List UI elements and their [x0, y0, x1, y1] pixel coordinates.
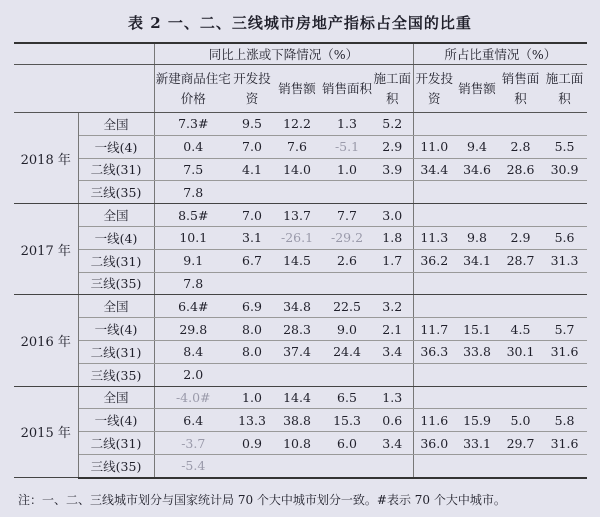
data-cell: 6.9 — [232, 295, 272, 318]
data-cell — [499, 454, 542, 477]
data-cell: 6.4# — [154, 295, 232, 318]
year-cell: 2017 年 — [14, 204, 78, 295]
data-cell: 37.4 — [272, 340, 322, 363]
row-label: 全国 — [78, 295, 154, 318]
data-cell: 13.7 — [272, 204, 322, 227]
data-cell: 3.2 — [372, 295, 413, 318]
data-cell: 1.7 — [372, 249, 413, 272]
table-row — [14, 409, 587, 432]
data-cell: 36.2 — [413, 249, 455, 272]
header-row-groups — [14, 43, 587, 65]
data-cell — [455, 386, 499, 409]
header-col: 开发投资 — [413, 65, 455, 113]
data-cell: 15.1 — [455, 318, 499, 341]
stats-table — [14, 42, 587, 479]
data-cell — [322, 181, 372, 204]
data-cell: 7.8 — [154, 272, 232, 295]
data-cell: 1.0 — [232, 386, 272, 409]
data-cell — [542, 363, 587, 386]
data-cell: 10.1 — [154, 226, 232, 249]
row-label: 二线(31) — [78, 249, 154, 272]
row-label: 全国 — [78, 204, 154, 227]
data-cell: 13.3 — [232, 409, 272, 432]
data-cell: 6.4 — [154, 409, 232, 432]
data-cell: 10.8 — [272, 432, 322, 455]
data-cell — [372, 272, 413, 295]
row-label: 二线(31) — [78, 432, 154, 455]
row-label: 三线(35) — [78, 363, 154, 386]
data-cell: 34.1 — [455, 249, 499, 272]
row-label: 二线(31) — [78, 340, 154, 363]
data-cell: 3.9 — [372, 158, 413, 181]
data-cell: 0.6 — [372, 409, 413, 432]
data-cell: 33.1 — [455, 432, 499, 455]
data-cell — [455, 272, 499, 295]
data-cell: 14.0 — [272, 158, 322, 181]
data-cell: 0.9 — [232, 432, 272, 455]
data-cell: -4.0# — [154, 386, 232, 409]
row-label: 全国 — [78, 386, 154, 409]
data-cell — [322, 454, 372, 477]
header-col: 新建商品住宅价格 — [154, 65, 232, 113]
data-cell — [499, 363, 542, 386]
data-cell: 11.7 — [413, 318, 455, 341]
data-cell: 5.7 — [542, 318, 587, 341]
data-cell: 7.7 — [322, 204, 372, 227]
data-cell: 1.3 — [372, 386, 413, 409]
table-row — [14, 249, 587, 272]
data-cell — [372, 363, 413, 386]
data-cell — [542, 272, 587, 295]
data-cell — [232, 181, 272, 204]
table-row — [14, 318, 587, 341]
table-row — [14, 295, 587, 318]
data-cell: 33.8 — [455, 340, 499, 363]
data-cell — [455, 181, 499, 204]
data-cell — [322, 272, 372, 295]
year-cell: 2016 年 — [14, 295, 78, 386]
data-cell: 36.0 — [413, 432, 455, 455]
data-cell: 34.4 — [413, 158, 455, 181]
data-cell: 29.8 — [154, 318, 232, 341]
table-row — [14, 340, 587, 363]
data-cell: 6.5 — [322, 386, 372, 409]
data-cell — [499, 295, 542, 318]
data-cell: 11.6 — [413, 409, 455, 432]
row-label: 全国 — [78, 113, 154, 136]
data-cell: 5.6 — [542, 226, 587, 249]
table-row — [14, 386, 587, 409]
data-cell: 30.9 — [542, 158, 587, 181]
table-row — [14, 135, 587, 158]
row-label: 一线(4) — [78, 409, 154, 432]
table-row — [14, 363, 587, 386]
data-cell: 31.6 — [542, 432, 587, 455]
data-cell — [413, 204, 455, 227]
year-cell: 2015 年 — [14, 386, 78, 478]
data-cell — [272, 272, 322, 295]
data-cell: 7.3# — [154, 113, 232, 136]
data-cell: 28.6 — [499, 158, 542, 181]
data-cell: 6.7 — [232, 249, 272, 272]
data-cell: 12.2 — [272, 113, 322, 136]
data-cell: 2.8 — [499, 135, 542, 158]
row-label: 一线(4) — [78, 226, 154, 249]
data-cell — [499, 181, 542, 204]
data-cell: 9.5 — [232, 113, 272, 136]
data-cell: 11.3 — [413, 226, 455, 249]
header-col: 销售额 — [272, 65, 322, 113]
data-cell: 8.0 — [232, 318, 272, 341]
data-cell: 9.1 — [154, 249, 232, 272]
data-cell: 38.8 — [272, 409, 322, 432]
data-cell: 9.0 — [322, 318, 372, 341]
data-cell — [542, 386, 587, 409]
data-cell: 7.6 — [272, 135, 322, 158]
data-cell — [455, 454, 499, 477]
data-cell: 31.6 — [542, 340, 587, 363]
table-row — [14, 454, 587, 477]
data-cell: 1.8 — [372, 226, 413, 249]
data-cell — [413, 295, 455, 318]
row-label: 三线(35) — [78, 454, 154, 477]
table-row — [14, 432, 587, 455]
data-cell — [232, 272, 272, 295]
table-row — [14, 204, 587, 227]
data-cell: 30.1 — [499, 340, 542, 363]
data-cell — [322, 363, 372, 386]
row-label: 一线(4) — [78, 318, 154, 341]
data-cell: 8.0 — [232, 340, 272, 363]
row-label: 三线(35) — [78, 181, 154, 204]
data-cell: 7.0 — [232, 204, 272, 227]
data-cell — [272, 363, 322, 386]
data-cell: 15.9 — [455, 409, 499, 432]
data-cell — [413, 454, 455, 477]
data-cell — [542, 181, 587, 204]
data-cell: 7.5 — [154, 158, 232, 181]
data-cell: -5.4 — [154, 454, 232, 477]
table-title: 表 2 一、二、三线城市房地产指标占全国的比重 — [128, 14, 472, 32]
data-cell: 28.7 — [499, 249, 542, 272]
data-cell: 2.9 — [499, 226, 542, 249]
data-cell — [413, 181, 455, 204]
table-row — [14, 272, 587, 295]
data-cell: -3.7 — [154, 432, 232, 455]
data-cell: 2.6 — [322, 249, 372, 272]
row-label: 三线(35) — [78, 272, 154, 295]
data-cell: 5.8 — [542, 409, 587, 432]
data-cell: 9.4 — [455, 135, 499, 158]
table-row — [14, 113, 587, 136]
data-cell: 5.0 — [499, 409, 542, 432]
header-col: 销售面积 — [322, 65, 372, 113]
data-cell: 15.3 — [322, 409, 372, 432]
data-cell — [413, 272, 455, 295]
data-cell: 8.5# — [154, 204, 232, 227]
data-cell: 31.3 — [542, 249, 587, 272]
data-cell: 6.0 — [322, 432, 372, 455]
data-cell: -5.1 — [322, 135, 372, 158]
data-cell: 34.6 — [455, 158, 499, 181]
data-cell — [542, 454, 587, 477]
data-cell — [499, 386, 542, 409]
data-cell: 1.0 — [322, 158, 372, 181]
data-cell: 2.9 — [372, 135, 413, 158]
data-cell: 9.8 — [455, 226, 499, 249]
data-cell — [455, 295, 499, 318]
data-cell: 3.4 — [372, 432, 413, 455]
data-cell: 8.4 — [154, 340, 232, 363]
data-cell: 14.4 — [272, 386, 322, 409]
data-cell: 14.5 — [272, 249, 322, 272]
data-cell: 11.0 — [413, 135, 455, 158]
table-row — [14, 181, 587, 204]
data-cell: 24.4 — [322, 340, 372, 363]
data-cell: 4.1 — [232, 158, 272, 181]
header-group-share: 所占比重情况（%） — [413, 43, 587, 65]
header-col: 开发投资 — [232, 65, 272, 113]
data-cell — [455, 204, 499, 227]
data-cell — [232, 454, 272, 477]
data-cell: 3.0 — [372, 204, 413, 227]
data-cell: 0.4 — [154, 135, 232, 158]
data-cell — [499, 204, 542, 227]
header-col: 施工面积 — [542, 65, 587, 113]
data-cell: -29.2 — [322, 226, 372, 249]
data-cell — [413, 113, 455, 136]
data-cell: 4.5 — [499, 318, 542, 341]
row-label: 二线(31) — [78, 158, 154, 181]
data-cell: 1.3 — [322, 113, 372, 136]
header-group-yoy: 同比上涨或下降情况（%） — [154, 43, 413, 65]
data-cell: 3.4 — [372, 340, 413, 363]
header-col: 销售面积 — [499, 65, 542, 113]
data-cell: 34.8 — [272, 295, 322, 318]
data-cell — [372, 181, 413, 204]
data-cell: 7.0 — [232, 135, 272, 158]
data-cell — [455, 363, 499, 386]
header-col: 施工面积 — [372, 65, 413, 113]
data-cell: 2.1 — [372, 318, 413, 341]
data-cell: 36.3 — [413, 340, 455, 363]
data-cell — [542, 295, 587, 318]
data-cell — [272, 181, 322, 204]
data-cell: 5.5 — [542, 135, 587, 158]
footnote: 注：一、二、三线城市划分与国家统计局 70 个大中城市划分一致。#表示 70 个大中城市。 — [18, 493, 506, 507]
data-cell: 29.7 — [499, 432, 542, 455]
year-cell: 2018 年 — [14, 113, 78, 204]
data-cell: 7.8 — [154, 181, 232, 204]
table-row — [14, 158, 587, 181]
data-cell: 22.5 — [322, 295, 372, 318]
data-cell — [272, 454, 322, 477]
row-label: 一线(4) — [78, 135, 154, 158]
data-cell: 2.0 — [154, 363, 232, 386]
data-cell — [232, 363, 272, 386]
table-row — [14, 226, 587, 249]
data-cell: 28.3 — [272, 318, 322, 341]
data-cell — [413, 363, 455, 386]
data-cell — [413, 386, 455, 409]
data-cell — [499, 272, 542, 295]
data-cell: 3.1 — [232, 226, 272, 249]
data-cell — [499, 113, 542, 136]
data-cell: 5.2 — [372, 113, 413, 136]
header-row-columns — [14, 65, 587, 113]
data-cell — [542, 113, 587, 136]
data-cell — [455, 113, 499, 136]
data-cell: -26.1 — [272, 226, 322, 249]
data-cell — [542, 204, 587, 227]
header-col: 销售额 — [455, 65, 499, 113]
data-cell — [372, 454, 413, 477]
